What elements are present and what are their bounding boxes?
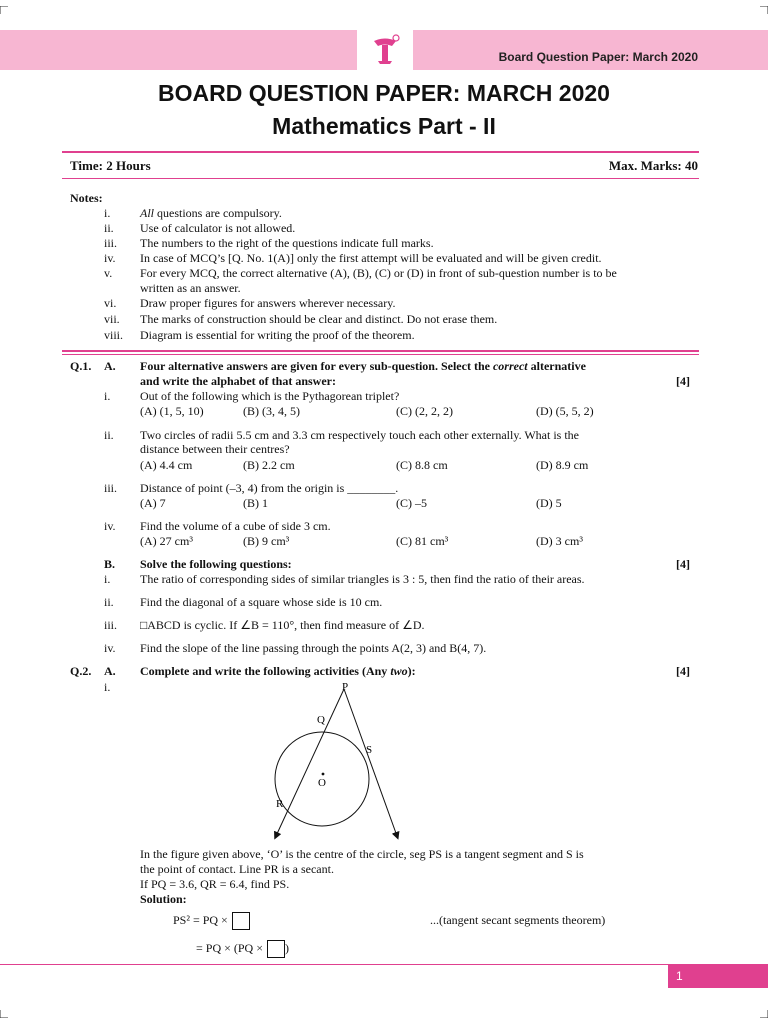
mcq-question: Two circles of radii 5.5 cm and 3.3 cm respectively touch each other externally. What is the xyxy=(140,428,580,442)
note-text: For every MCQ, the correct alternative (A), (B), (C) or (D) in front of sub-question number is to be xyxy=(140,266,617,280)
notes-heading: Notes: xyxy=(70,191,103,205)
solution-heading: Solution: xyxy=(140,892,187,906)
section-marks: [4] xyxy=(676,664,690,678)
centre-point xyxy=(322,773,325,776)
label-q: Q xyxy=(317,714,325,726)
mcq-question-continued: distance between their centres? xyxy=(140,442,290,456)
note-emphasis: All xyxy=(140,206,154,220)
instruction-part: Complete and write the following activities (Any xyxy=(140,664,391,678)
crop-mark-bottom-left xyxy=(0,1010,8,1018)
section-letter: B. xyxy=(104,557,116,571)
section-letter: A. xyxy=(104,359,116,373)
question-text: Find the slope of the line passing through the points A(2, 3) and B(4, 7). xyxy=(140,641,487,655)
sub-question-number: i. xyxy=(104,389,111,403)
header-paper-label: Board Question Paper: March 2020 xyxy=(498,50,698,64)
note-text: Draw proper figures for answers wherever necessary. xyxy=(140,296,396,310)
instruction-part: alternative xyxy=(527,359,586,373)
problem-text: the point of contact. Line PR is a secant. xyxy=(140,862,334,876)
mcq-option: (A) 4.4 cm xyxy=(140,458,193,472)
crop-mark-bottom-right xyxy=(760,1010,768,1018)
mcq-option: (A) 27 cm³ xyxy=(140,534,193,548)
note-text xyxy=(140,206,282,221)
footer-page-box xyxy=(668,964,768,988)
mcq-option: (D) 3 cm³ xyxy=(536,534,583,548)
divider xyxy=(62,178,699,179)
equation-line xyxy=(173,912,250,930)
instruction-emphasis: two xyxy=(390,664,408,678)
mcq-option: (D) 8.9 cm xyxy=(536,458,589,472)
section-marks: [4] xyxy=(676,374,690,388)
tangent-line xyxy=(344,689,397,836)
note-text: Diagram is essential for writing the proof of the theorem. xyxy=(140,328,415,342)
page-subtitle: Mathematics Part - II xyxy=(272,113,496,139)
problem-text: If PQ = 3.6, QR = 6.4, find PS. xyxy=(140,877,290,891)
circle-tangent-secant-figure xyxy=(262,678,412,840)
mcq-option: (B) 2.2 cm xyxy=(243,458,295,472)
page-number: 1 xyxy=(676,969,683,983)
answer-blank-box[interactable] xyxy=(232,912,250,930)
sub-question-number: i. xyxy=(104,680,111,694)
mcq-question: Out of the following which is the Pythagorean triplet? xyxy=(140,389,400,403)
section-instruction xyxy=(140,359,586,374)
mcq-option: (B) 9 cm³ xyxy=(243,534,290,548)
mcq-question: Distance of point (–3, 4) from the origin is ________. xyxy=(140,481,399,495)
note-number: iv. xyxy=(104,251,116,265)
instruction-part: ): xyxy=(407,664,416,678)
mcq-option: (C) –5 xyxy=(396,496,427,510)
divider xyxy=(62,350,699,352)
sub-question-number: iii. xyxy=(104,481,118,495)
section-marks: [4] xyxy=(676,557,690,571)
question-number: Q.2. xyxy=(70,664,92,678)
equation-left: = PQ × (PQ × xyxy=(196,940,263,955)
equation-reason: ...(tangent secant segments theorem) xyxy=(430,913,606,927)
mcq-option: (C) (2, 2, 2) xyxy=(396,404,453,418)
instruction-emphasis: correct xyxy=(492,359,528,373)
note-number: vii. xyxy=(104,312,120,326)
sub-question-number: ii. xyxy=(104,428,114,442)
crop-mark-top-right xyxy=(760,6,768,14)
instruction-part: Four alternative answers are given for every sub-question. Select the xyxy=(140,359,493,373)
label-o: O xyxy=(318,777,326,789)
mcq-question: Find the volume of a cube of side 3 cm. xyxy=(140,519,331,533)
secant-line xyxy=(276,689,344,836)
problem-text: In the figure given above, ‘O’ is the centre of the circle, seg PS is a tangent segment and S is xyxy=(140,847,584,861)
note-number: vi. xyxy=(104,296,117,310)
label-r: R xyxy=(276,798,284,810)
question-text: The ratio of corresponding sides of similar triangles is 3 : 5, then find the ratio of their areas. xyxy=(140,572,585,586)
mcq-option: (C) 8.8 cm xyxy=(396,458,448,472)
label-s: S xyxy=(366,744,373,756)
mcq-option: (A) 7 xyxy=(140,496,166,510)
equation-line xyxy=(196,940,289,958)
equation-left: PS² = PQ × xyxy=(173,912,228,927)
note-text: Use of calculator is not allowed. xyxy=(140,221,296,235)
question-text: □ABCD is cyclic. If ∠B = 110°, then find measure of ∠D. xyxy=(140,618,425,632)
mcq-option: (D) 5 xyxy=(536,496,562,510)
sub-question-number: i. xyxy=(104,572,111,586)
section-instruction xyxy=(140,664,416,679)
label-p: P xyxy=(342,681,349,693)
equation-close: ) xyxy=(284,940,289,955)
max-marks-label: Max. Marks: 40 xyxy=(608,158,698,173)
mcq-option: (A) (1, 5, 10) xyxy=(140,404,204,418)
section-instruction-continued: and write the alphabet of that answer: xyxy=(140,374,336,388)
sub-question-number: ii. xyxy=(104,595,114,609)
note-number: iii. xyxy=(104,236,118,250)
sub-question-number: iv. xyxy=(104,641,116,655)
note-text-continued: written as an answer. xyxy=(140,281,241,295)
mcq-option: (C) 81 cm³ xyxy=(396,534,449,548)
note-text: The numbers to the right of the questions indicate full marks. xyxy=(140,236,434,250)
footer-rule xyxy=(0,964,768,965)
section-letter: A. xyxy=(104,664,116,678)
mcq-option: (B) 1 xyxy=(243,496,268,510)
mcq-option: (D) (5, 5, 2) xyxy=(536,404,594,418)
question-number: Q.1. xyxy=(70,359,92,373)
note-text: The marks of construction should be clear and distinct. Do not erase them. xyxy=(140,312,498,326)
sub-question-number: iii. xyxy=(104,618,118,632)
note-number: v. xyxy=(104,266,113,280)
section-instruction: Solve the following questions: xyxy=(140,557,292,571)
time-label: Time: 2 Hours xyxy=(70,158,151,173)
answer-blank-box[interactable] xyxy=(267,940,285,958)
publisher-logo-icon xyxy=(368,33,402,67)
note-number: ii. xyxy=(104,221,114,235)
note-number: i. xyxy=(104,206,111,220)
mcq-option: (B) (3, 4, 5) xyxy=(243,404,300,418)
note-text: In case of MCQ’s [Q. No. 1(A)] only the first attempt will be evaluated and will be given credit. xyxy=(140,251,602,265)
divider xyxy=(62,151,699,153)
question-text: Find the diagonal of a square whose side is 10 cm. xyxy=(140,595,383,609)
page-title: BOARD QUESTION PAPER: MARCH 2020 xyxy=(158,80,610,106)
note-number: viii. xyxy=(104,328,124,342)
sub-question-number: iv. xyxy=(104,519,116,533)
note-text-rest: questions are compulsory. xyxy=(154,206,282,220)
divider xyxy=(62,354,699,355)
crop-mark-top-left xyxy=(0,6,8,14)
